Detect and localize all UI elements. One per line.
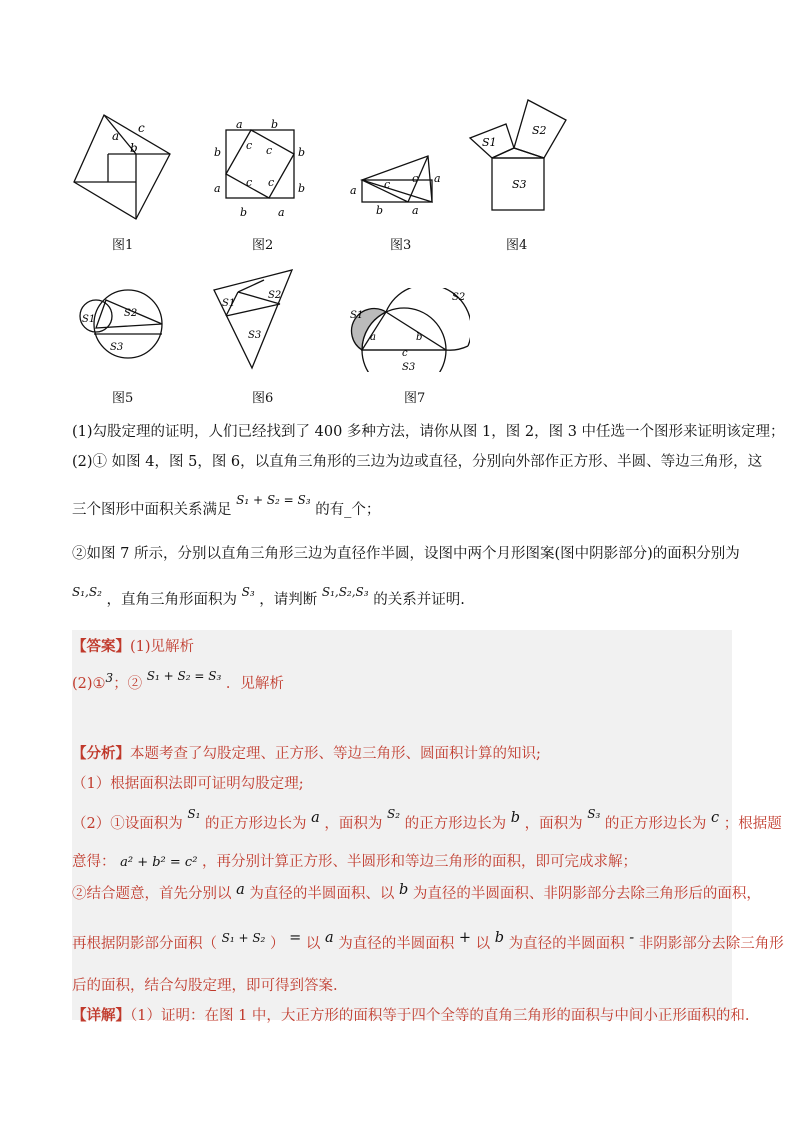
caption-fig6: 图6: [252, 391, 274, 406]
math-s2: S₂: [386, 807, 400, 821]
answer-tag: 【答案】: [72, 638, 130, 655]
answer-line-1: [72, 637, 194, 657]
fig2-label: b: [214, 146, 222, 159]
fig5-label-s3: S3: [110, 342, 124, 353]
fig2-label: c: [266, 144, 273, 157]
math-s3: S₃: [587, 807, 601, 821]
math-a: a: [236, 882, 245, 898]
analysis-text: 的正方形边长为: [204, 816, 307, 832]
detail-line: [72, 1006, 750, 1026]
fig3-label-a2: a: [434, 172, 441, 185]
math-s1: S₁: [187, 807, 201, 821]
fig6-label-s2: S2: [268, 290, 282, 301]
figure-5: [76, 288, 172, 376]
fig7-label-s1: S1: [350, 310, 364, 321]
math-plus: +: [458, 930, 471, 946]
math-s1-s2-s3: S₁,S₂,S₃: [321, 585, 369, 599]
fig2-label: b: [298, 146, 306, 159]
analysis-text: 非阴影部分去除三角形: [638, 936, 784, 952]
fig7-label-s3: S3: [402, 362, 416, 372]
question-text: 三个图形中面积关系满足: [72, 502, 232, 518]
analysis-text: 为直径的半圆面积、以: [249, 886, 395, 902]
caption-fig3: 图3: [390, 238, 412, 253]
caption-fig2: 图2: [252, 238, 274, 253]
fig5-label-s1: S1: [82, 314, 96, 325]
caption-fig7: 图7: [404, 391, 426, 406]
math-s3: S₃: [241, 585, 255, 599]
figure-7: [340, 288, 470, 372]
fig5-label-s2: S2: [124, 308, 138, 319]
analysis-text: ，面积为: [524, 816, 583, 832]
analysis-tag: 【分析】: [72, 745, 130, 762]
analysis-text: ，再分别计算正方形、半圆形和等边三角形的面积，即可完成求解；: [202, 854, 638, 870]
question-part-2d: [72, 585, 465, 610]
analysis-text: 意得：: [72, 854, 116, 870]
fig2-label: c: [268, 176, 275, 189]
analysis-text: 本题考查了勾股定理、正方形、等边三角形、圆面积计算的知识;: [130, 746, 541, 762]
analysis-text: ；根据题: [723, 816, 782, 832]
question-text: 的关系并证明.: [373, 592, 465, 608]
analysis-text: 的正方形边长为: [404, 816, 507, 832]
question-part-2a: (2)① 如图 4，图 5，图 6，以直角三角形的三边为边或直径，分别向外部作正方形、半圆、等边三角形，这: [72, 454, 763, 470]
fig2-label: a: [278, 206, 285, 219]
fig7-label-c: c: [402, 348, 408, 359]
question-text: 的有_个；: [315, 502, 381, 518]
math-a: a: [311, 810, 320, 826]
analysis-text: ，面积为: [324, 816, 383, 832]
fig6-label-s3: S3: [248, 330, 262, 341]
math-b: b: [494, 930, 504, 946]
caption-fig1: 图1: [112, 238, 134, 253]
answer-1: (1)见解析: [130, 639, 195, 655]
answer-text: (2)①: [72, 676, 106, 692]
analysis-text: 为直径的半圆面积: [508, 936, 625, 952]
fig2-label: c: [246, 176, 253, 189]
analysis-text: 以: [475, 936, 491, 952]
math-a: a: [324, 930, 334, 946]
analysis-line-4: [72, 852, 637, 873]
analysis-line-1: [72, 744, 541, 764]
analysis-line-7: 后的面积，结合勾股定理，即可得到答案.: [72, 978, 338, 994]
math-minus: -: [629, 930, 635, 946]
figure-3: [346, 150, 446, 220]
answer-equation: S₁ + S₂ = S₃: [146, 669, 222, 683]
fig2-label: b: [298, 182, 306, 195]
answer-text: ．见解析: [225, 676, 284, 692]
math-b: b: [398, 882, 409, 898]
fig3-label-a: a: [350, 184, 357, 197]
math-equals: =: [289, 930, 302, 946]
analysis-line-6: [72, 930, 784, 954]
fig3-label-b: b: [376, 204, 384, 217]
detail-text: （1）证明：在图 1 中，大正方形的面积等于四个全等的直角三角形的面积与中间小正形面积的和.: [130, 1008, 750, 1024]
math-s1-s2: S₁,S₂: [72, 585, 102, 599]
fig7-label-a: a: [370, 332, 376, 343]
caption-fig4: 图4: [506, 238, 528, 253]
analysis-text: 为直径的半圆面积、非阴影部分去除三角形后的面积，: [412, 886, 761, 902]
detail-tag: 【详解】: [72, 1007, 130, 1024]
question-text: ，直角三角形面积为: [106, 592, 237, 608]
analysis-text: 再根据阴影部分面积（: [72, 936, 217, 952]
fig4-label-s3: S3: [512, 178, 527, 191]
fig2-label: a: [214, 182, 221, 195]
analysis-text: 为直径的半圆面积: [338, 936, 455, 952]
question-part-1: (1)勾股定理的证明，人们已经找到了 400 多种方法，请你从图 1，图 2，图 3 中任选一个图形来证明该定理；: [72, 424, 785, 440]
analysis-text: ）: [269, 936, 285, 952]
question-part-2c: ②如图 7 所示，分别以直角三角形三边为直径作半圆，设图中两个月形图案(图中阴影部分)的面积分别为: [72, 546, 740, 562]
fig4-label-s1: S1: [482, 136, 497, 149]
figure-2: [206, 116, 316, 221]
math-pythagoras: a² + b² = c²: [120, 855, 198, 870]
analysis-text: 的正方形边长为: [604, 816, 707, 832]
fig2-label: a: [236, 118, 243, 131]
analysis-line-5: [72, 884, 761, 904]
fig3-label-c2: c: [412, 172, 419, 185]
figure-1: [70, 110, 180, 225]
fig1-label-a: a: [112, 129, 120, 143]
equation-s1-s2-s3: S₁ + S₂ = S₃: [236, 493, 311, 507]
analysis-line-2: （1）根据面积法即可证明勾股定理;: [72, 776, 304, 792]
math-sum-s1-s2: S₁ + S₂: [221, 931, 266, 945]
caption-fig5: 图5: [112, 391, 134, 406]
fig1-label-b: b: [130, 141, 138, 155]
question-text: ，请判断: [259, 592, 318, 608]
math-c: c: [710, 810, 720, 826]
figure-4: [466, 96, 576, 216]
fig2-label: b: [271, 118, 279, 131]
analysis-line-3: [72, 807, 782, 834]
fig2-label: b: [240, 206, 248, 219]
fig4-label-s2: S2: [532, 124, 547, 137]
fig7-label-b: b: [416, 332, 423, 343]
answer-text: ；②: [113, 676, 143, 692]
analysis-text: 以: [305, 936, 321, 952]
answer-line-2: [72, 669, 284, 694]
analysis-text: ②结合题意，首先分别以: [72, 886, 232, 902]
fig3-label-c: c: [384, 178, 391, 191]
math-b: b: [510, 810, 521, 826]
analysis-text: （2）①设面积为: [72, 816, 183, 832]
fig2-label: c: [246, 139, 253, 152]
question-part-2b: [72, 493, 381, 520]
answer-count: 3: [105, 671, 114, 685]
fig7-label-s2: S2: [452, 292, 466, 303]
fig3-label-a3: a: [412, 204, 419, 217]
fig6-label-s1: S1: [222, 298, 236, 309]
fig1-label-c: c: [138, 121, 145, 135]
figure-6: [206, 268, 298, 376]
